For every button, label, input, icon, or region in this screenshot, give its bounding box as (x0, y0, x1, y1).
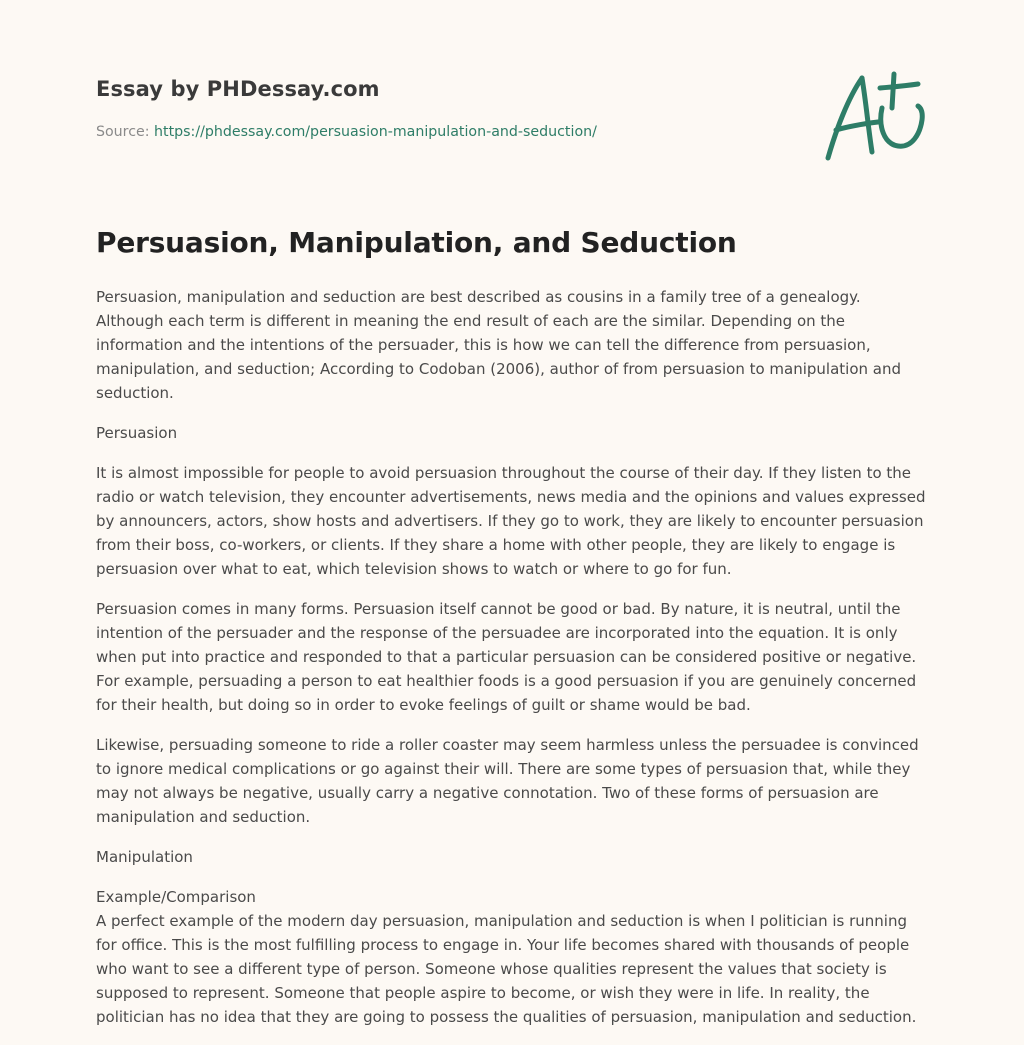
page (96, 0, 928, 1026)
section-heading-persuasion: Persuasion (96, 424, 178, 442)
paragraph-persuasion-2: Persuasion comes in many forms. Persuasion itself cannot be good or bad. By nature, it is neutral, until the intention of the persuader and the response of the persuadee are incorporated into the equation. It is only when put into practice and responded to that a particular persuasion can be considered positive or negative. For example, persuading a person to eat healthier foods is a good persuasion if you are genuinely concerned for their health, but doing so in order to evoke feelings of guilt or shame would be bad. (96, 600, 917, 714)
section-heading-manipulation: Manipulation (96, 848, 193, 866)
section-heading-example: Example/Comparison (96, 888, 256, 906)
paragraph-intro: Persuasion, manipulation and seduction are best described as cousins in a family tree of a genealogy. Although each term is different in meaning the end result of each are the similar. Depending on the information and the intentions of the persuader, this is how we can tell the difference from persuasion, manipulation, and seduction; According to Codoban (2006), author of from persuasion to manipulation and seduction. (96, 288, 902, 402)
brand-title: Essay by PHDessay.com (96, 77, 380, 101)
source-label: Source: (96, 124, 155, 140)
paragraph-persuasion-1: It is almost impossible for people to avoid persuasion throughout the course of their day. If they listen to the radio or watch television, they encounter advertisements, news media and the opinions and values expressed by announcers, actors, show hosts and advertisers. If they go to work, they are likely to encounter persuasion from their boss, co-workers, or clients. If they share a home with other people, they are likely to engage is persuasion over what to eat, which television shows to watch or where to go for fun. (96, 464, 926, 578)
a-plus-logo-icon (822, 68, 928, 164)
paragraph-example: A perfect example of the modern day persuasion, manipulation and seduction is when I politician is running for office. This is the most fulfilling process to engage in. Your life becomes shared with thousands of people who want to see a different type of person. Someone whose qualities represent the values that society is supposed to represent. Someone that people aspire to become, or wish they were in life. In reality, the politician has no idea that they are going to possess the qualities of persuasion, manipulation and seduction. (96, 912, 917, 1026)
page-title: Persuasion, Manipulation, and Seduction (96, 226, 737, 259)
source-link[interactable]: https://phdessay.com/persuasion-manipulation-and-seduction/ (154, 124, 597, 140)
article-body (96, 285, 932, 1045)
paragraph-persuasion-3: Likewise, persuading someone to ride a roller coaster may seem harmless unless the persuadee is convinced to ignore medical complications or go against their will. There are some types of persuasion that, while they may not always be negative, usually carry a negative connotation. Two of these forms of persuasion are manipulation and seduction. (96, 736, 919, 826)
source-line (96, 124, 597, 140)
header (96, 0, 928, 200)
